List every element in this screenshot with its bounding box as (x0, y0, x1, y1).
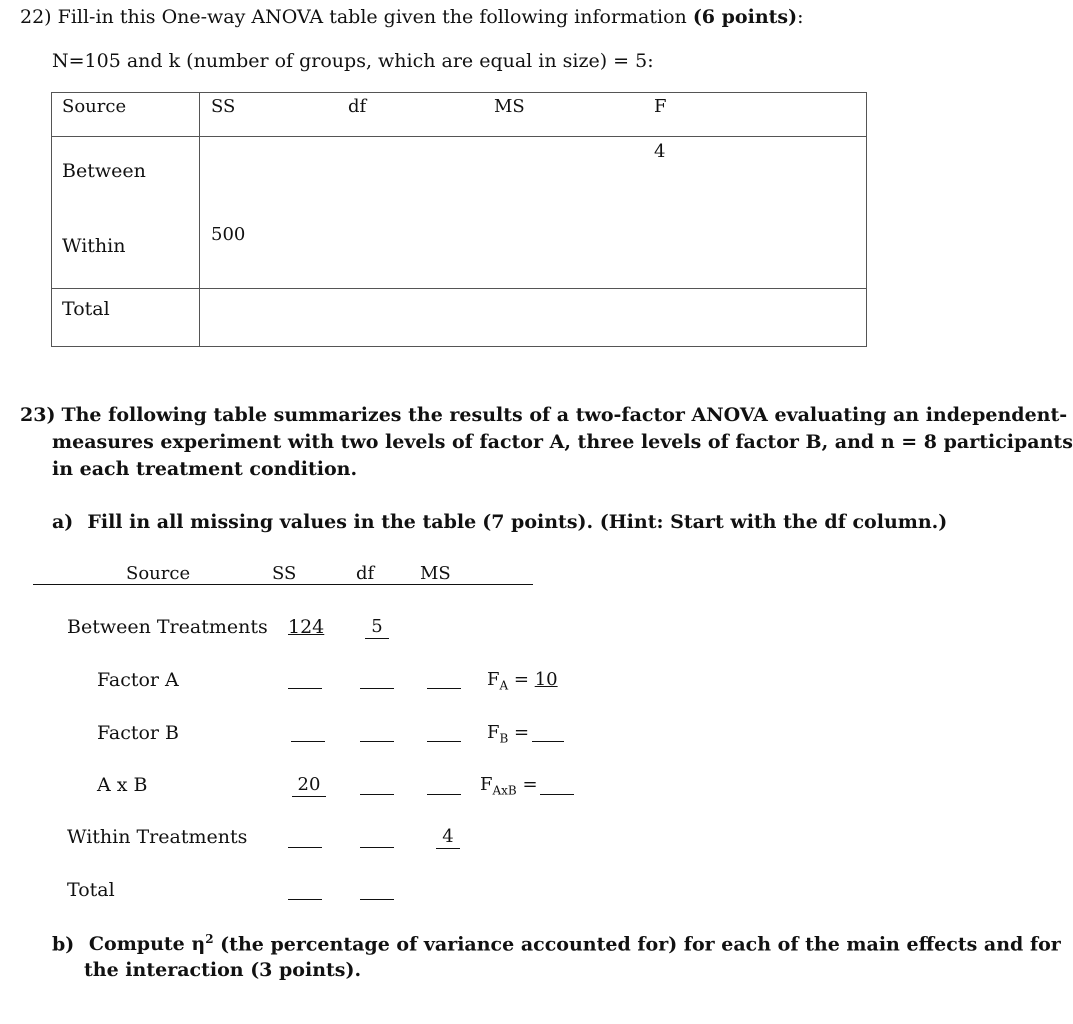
f-ratio-b-blank[interactable] (532, 741, 564, 742)
table1-row-between: Between (62, 160, 146, 182)
table1-within-ss: 500 (211, 224, 246, 245)
axb-df-blank[interactable] (360, 794, 394, 795)
q23-number: 23) (20, 404, 56, 426)
axb-ms-blank[interactable] (427, 794, 461, 795)
q22-points: (6 points) (692, 6, 798, 28)
table-row-divider (51, 136, 867, 137)
table-col-divider (199, 92, 200, 347)
table1-row-within: Within (62, 235, 126, 257)
q22-info: N=105 and k (number of groups, which are equal in size) = 5: (52, 50, 654, 72)
table-row-divider (51, 288, 867, 289)
table2-row-within: Within Treatments (67, 826, 248, 848)
table1-header-df: df (348, 96, 367, 117)
q23-part-a (52, 511, 947, 533)
q23-line1 (20, 404, 1067, 426)
total-ss-blank[interactable] (288, 899, 322, 900)
part-b-text2: (the percentage of variance accounted for) for each of the main effects and for (213, 933, 1061, 956)
q23-text-line2: measures experiment with two levels of factor A, three levels of factor B, and n = 8 participants (52, 431, 1073, 453)
table2-header-source: Source (126, 563, 191, 584)
part-b-sup: 2 (205, 932, 214, 946)
axb-ss-value: 20 (288, 774, 330, 795)
between-df-value: 5 (356, 616, 398, 637)
table2-row-factor-a: Factor A (97, 669, 179, 691)
f-ratio-a-value: 10 (534, 669, 558, 690)
part-b-points: (3 points) (250, 959, 355, 981)
table2-row-axb: A x B (97, 774, 148, 796)
table2-header-ms: MS (420, 563, 451, 584)
part-a-points: (7 points) (482, 511, 587, 533)
factor-b-ms-blank[interactable] (427, 741, 461, 742)
f-ratio-axb: $F_{AxB}$ = (480, 774, 538, 798)
q22-number: 22) (20, 6, 52, 28)
q23-text-line3: in each treatment condition. (52, 458, 358, 480)
factor-b-ss-blank[interactable] (291, 741, 325, 742)
q23-part-b (52, 932, 1061, 955)
table2-header-ss: SS (272, 563, 297, 584)
table1-between-f: 4 (654, 141, 666, 162)
within-df-blank[interactable] (360, 847, 394, 848)
part-a-label: a) (52, 511, 74, 533)
table1-row-total: Total (62, 298, 110, 320)
q22-heading (20, 6, 804, 28)
f-ratio-b: $F_B$ = (487, 722, 530, 746)
table1-header-ms: MS (494, 96, 525, 117)
table1-header-source: Source (62, 96, 127, 117)
part-a-text: Fill in all missing values in the table (87, 511, 477, 533)
q23-part-b-line2: the interaction (3 points). (84, 959, 362, 981)
factor-a-ss-blank[interactable] (288, 688, 322, 689)
table2-header-rule (33, 584, 533, 585)
part-b-label: b) (52, 933, 75, 956)
part-b-text1: Compute η (88, 933, 206, 956)
q23-text-line1: The following table summarizes the results of a two-factor ANOVA evaluating an independent- (61, 404, 1068, 426)
factor-a-ms-blank[interactable] (427, 688, 461, 689)
between-ss-value: 124 (288, 616, 325, 638)
within-ss-blank[interactable] (288, 847, 322, 848)
total-df-blank[interactable] (360, 899, 394, 900)
factor-b-df-blank[interactable] (360, 741, 394, 742)
part-a-hint: . (Hint: Start with the df column.) (586, 511, 948, 533)
table2-header-df: df (356, 563, 375, 584)
factor-a-df-blank[interactable] (360, 688, 394, 689)
within-ms-value: 4 (427, 826, 469, 847)
f-ratio-axb-blank[interactable] (540, 794, 574, 795)
q22-text: Fill-in this One-way ANOVA table given the following information (57, 6, 687, 28)
table2-row-factor-b: Factor B (97, 722, 180, 744)
table2-row-total: Total (67, 879, 115, 901)
q22-colon: : (797, 6, 804, 28)
f-ratio-a: $F_A = 10$ (487, 669, 558, 693)
table1-header-f: F (654, 96, 667, 117)
anova-table-oneway (51, 92, 867, 347)
table2-row-between: Between Treatments (67, 616, 268, 638)
table1-header-ss: SS (211, 96, 236, 117)
